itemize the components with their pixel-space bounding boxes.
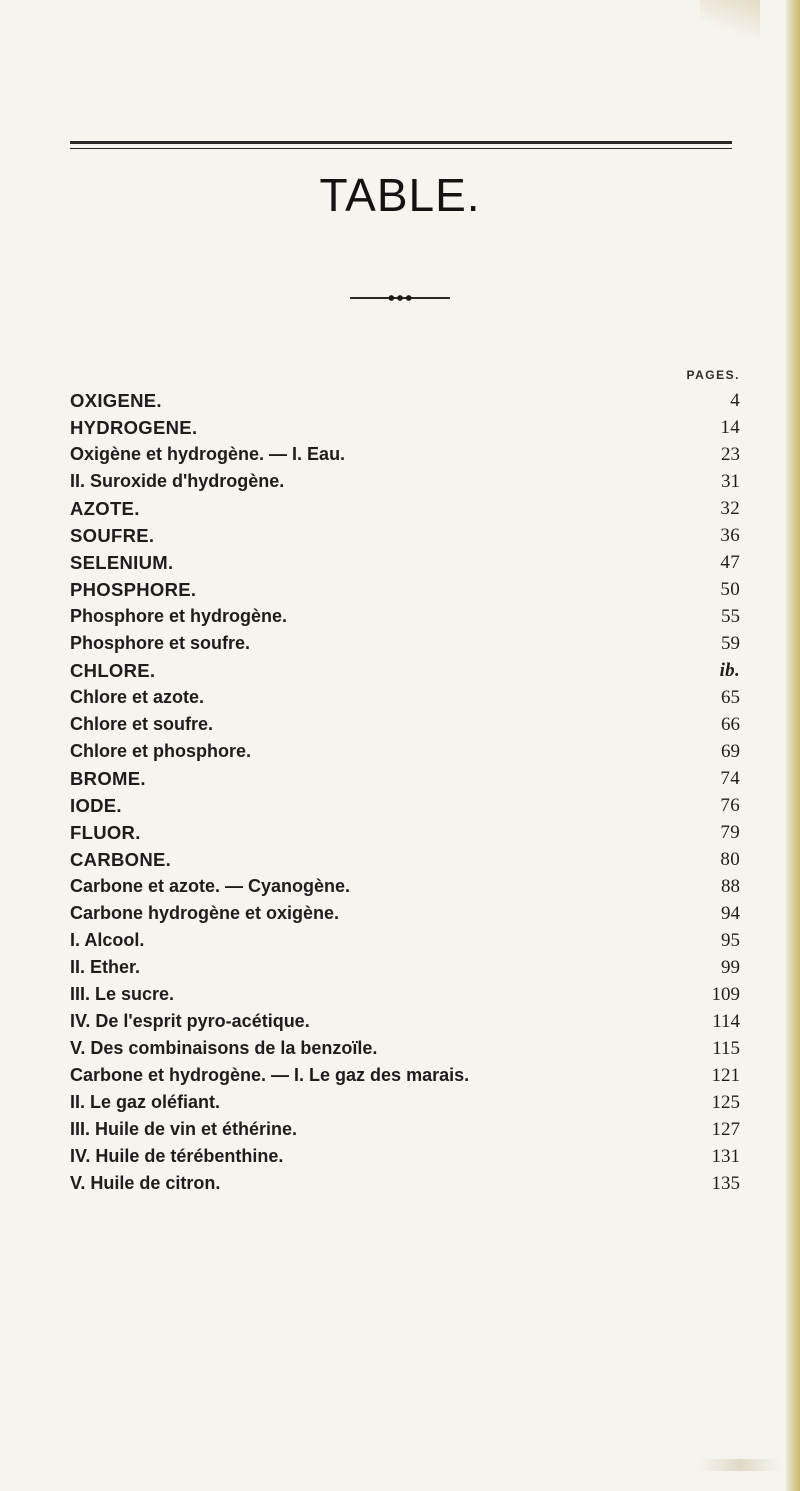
toc-entry-label: IV. Huile de térébenthine. <box>70 1146 284 1166</box>
toc-entry-page: 14 <box>720 417 740 438</box>
toc-entry-page: 135 <box>711 1173 740 1194</box>
toc-entry <box>70 468 740 495</box>
toc-entry-page: 65 <box>721 687 740 708</box>
toc-entry-label: Phosphore et soufre. <box>70 633 251 653</box>
toc-entry <box>70 846 740 873</box>
toc-entry <box>70 1035 740 1062</box>
toc-entry-label: Chlore et soufre. <box>70 714 214 734</box>
toc-entry-label: Chlore et azote. <box>70 687 205 707</box>
toc-entry-label: Carbone hydrogène et oxigène. <box>70 903 340 923</box>
toc-entry <box>70 522 740 549</box>
toc-entry <box>70 576 740 603</box>
toc-entry <box>70 819 740 846</box>
toc-entry <box>70 1062 740 1089</box>
toc-entry-page: 59 <box>721 633 740 654</box>
toc-entry-label: Phosphore et hydrogène. <box>70 606 288 626</box>
toc-entry <box>70 792 740 819</box>
toc-entry-label: CHLORE. <box>70 660 156 681</box>
toc-entry-page: 79 <box>720 822 740 843</box>
page-title: TABLE. <box>319 169 481 221</box>
toc-entry-page: 66 <box>721 714 740 735</box>
toc-entry <box>70 684 740 711</box>
toc-entry <box>70 900 740 927</box>
toc-entry-page: 47 <box>720 552 740 573</box>
toc-entry <box>70 873 740 900</box>
toc-entry-page: 127 <box>711 1119 740 1140</box>
toc-entry-label: Carbone et hydrogène. — I. Le gaz des marais. <box>70 1065 470 1085</box>
toc-entry-page: 131 <box>711 1146 740 1167</box>
toc-entry-label: PHOSPHORE. <box>70 579 197 600</box>
toc-entry-page: 23 <box>721 444 740 465</box>
toc-entry <box>70 414 740 441</box>
toc-entry-page: 109 <box>711 984 740 1005</box>
toc-entry <box>70 765 740 792</box>
toc-entry-label: V. Huile de citron. <box>70 1173 221 1193</box>
toc-entry-label: BROME. <box>70 768 146 789</box>
table-of-contents <box>70 387 740 1197</box>
toc-entry-label: Oxigène et hydrogène. — I. Eau. <box>70 444 346 464</box>
toc-entry <box>70 1089 740 1116</box>
toc-entry-label: II. Ether. <box>70 957 141 977</box>
toc-entry-label: AZOTE. <box>70 498 140 519</box>
toc-entry-label: Carbone et azote. — Cyanogène. <box>70 876 351 896</box>
toc-entry-label: III. Le sucre. <box>70 984 175 1004</box>
toc-entry-label: IODE. <box>70 795 122 816</box>
toc-entry-page: 76 <box>720 795 740 816</box>
toc-entry-page: 55 <box>721 606 740 627</box>
toc-entry <box>70 711 740 738</box>
toc-entry-label: SELENIUM. <box>70 552 174 573</box>
toc-entry <box>70 1143 740 1170</box>
toc-entry <box>70 603 740 630</box>
toc-entry <box>70 1008 740 1035</box>
ornament-divider <box>350 294 450 302</box>
toc-entry-label: II. Suroxide d'hydrogène. <box>70 471 285 491</box>
toc-entry-page: 36 <box>720 525 740 546</box>
toc-entry-page: 121 <box>711 1065 740 1086</box>
toc-entry <box>70 387 740 414</box>
toc-entry-label: Chlore et phosphore. <box>70 741 252 761</box>
toc-entry <box>70 927 740 954</box>
toc-entry-page: 50 <box>720 579 740 600</box>
page-stain <box>700 0 760 40</box>
toc-entry-label: OXIGENE. <box>70 390 162 411</box>
toc-entry-label: HYDROGENE. <box>70 417 198 438</box>
toc-entry-label: FLUOR. <box>70 822 141 843</box>
toc-entry-page: 31 <box>721 471 740 492</box>
toc-entry-page: 95 <box>721 930 740 951</box>
toc-entry <box>70 549 740 576</box>
toc-entry-page: 115 <box>712 1038 740 1059</box>
toc-entry <box>70 1116 740 1143</box>
toc-entry-label: V. Des combinaisons de la benzoïle. <box>70 1038 378 1058</box>
toc-entry <box>70 981 740 1008</box>
toc-entry <box>70 1170 740 1197</box>
toc-entry-page: 125 <box>711 1092 740 1113</box>
page-edge <box>786 0 800 1491</box>
toc-entry <box>70 630 740 657</box>
toc-entry-page: 80 <box>720 849 740 870</box>
toc-entry-label: IV. De l'esprit pyro-acétique. <box>70 1011 310 1031</box>
toc-entry <box>70 954 740 981</box>
toc-entry-label: CARBONE. <box>70 849 172 870</box>
ornament-dots <box>387 294 413 302</box>
header-double-rule <box>70 141 732 149</box>
toc-entry-page: 69 <box>721 741 740 762</box>
toc-entry-page: 114 <box>712 1011 740 1032</box>
page-smudge <box>700 1459 780 1471</box>
toc-entry-label: III. Huile de vin et éthérine. <box>70 1119 298 1139</box>
toc-entry <box>70 495 740 522</box>
toc-entry <box>70 738 740 765</box>
toc-entry-label: I. Alcool. <box>70 930 145 950</box>
toc-entry-label: II. Le gaz oléfiant. <box>70 1092 221 1112</box>
toc-entry-page: 88 <box>721 876 740 897</box>
toc-entry-page: 32 <box>720 498 740 519</box>
toc-entry-page: 99 <box>721 957 740 978</box>
toc-entry <box>70 657 740 684</box>
toc-entry-page: 94 <box>721 903 740 924</box>
toc-entry-label: SOUFRE. <box>70 525 155 546</box>
toc-entry-page: 74 <box>720 768 740 789</box>
toc-entry-page: ib. <box>719 660 740 681</box>
toc-entry <box>70 441 740 468</box>
toc-entry-page: 4 <box>730 390 740 411</box>
pages-column-header: PAGES. <box>686 368 740 382</box>
